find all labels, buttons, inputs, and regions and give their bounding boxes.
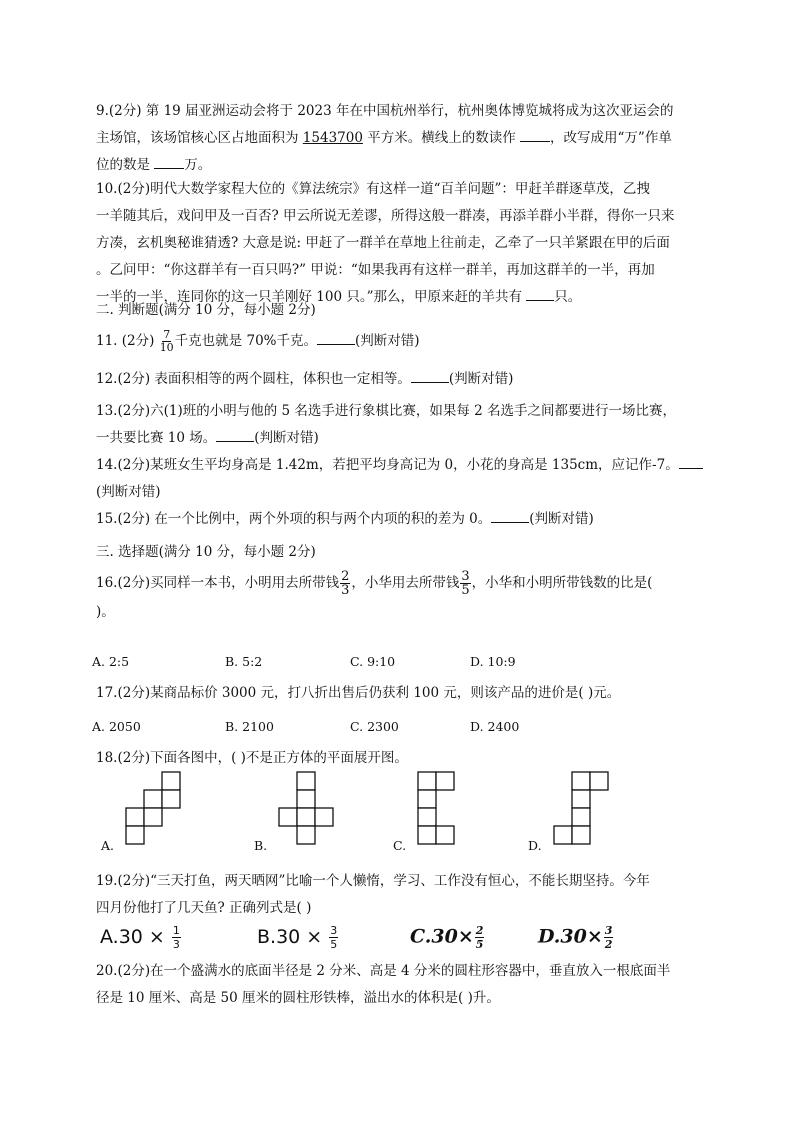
question-13 <box>96 398 706 452</box>
question-17 <box>96 680 706 707</box>
q9-text: ，改写成用“万”作单 <box>550 130 672 146</box>
option-label: B.30 × <box>257 926 323 948</box>
fraction <box>604 924 614 951</box>
answer-blank[interactable] <box>491 508 529 523</box>
q9-line2 <box>96 125 706 152</box>
section-heading: 三. 选择题(满分 10 分，每小题 2分) <box>96 544 316 560</box>
q9-text: 平方米。横线上的数读作 <box>362 130 521 146</box>
numerator: 1 <box>172 924 180 937</box>
net-label-a[interactable]: A. <box>101 838 115 853</box>
denominator: 2 <box>604 938 613 951</box>
fraction <box>460 570 470 597</box>
q9-number: 1543700 <box>302 130 363 146</box>
q16-text: ，小华和小明所带钱数的比是( <box>471 575 653 591</box>
q10-line: 。乙问甲：“你这群羊有一百只吗?” 甲说：“如果我再有这样一群羊，再加这群羊的一半，再加 <box>96 262 655 278</box>
denominator: 3 <box>172 938 180 951</box>
answer-blank[interactable] <box>526 286 554 301</box>
option-d[interactable]: D. 10:9 <box>470 654 516 669</box>
option-a[interactable] <box>100 924 182 951</box>
q12-text: 12.(2分) 表面积相等的两个圆柱，体积也一定相等。 <box>96 371 411 387</box>
option-a[interactable]: A. 2050 <box>92 719 141 734</box>
numerator: 3 <box>330 924 338 937</box>
fraction <box>329 924 338 951</box>
answer-blank[interactable] <box>216 427 254 442</box>
cube-net-a <box>120 770 190 850</box>
q11-text: 千克也就是 70%千克。 <box>174 333 317 349</box>
q9-line1: 9.(2分) 第 19 届亚洲运动会将于 2023 年在中国杭州举行，杭州奥体博览城将成为这次亚运会的 <box>96 103 674 119</box>
q12-suffix: (判断对错) <box>448 371 514 387</box>
option-d[interactable]: D. 2400 <box>470 719 520 734</box>
fraction <box>160 329 174 354</box>
denominator: 5 <box>330 938 338 951</box>
q13-line <box>96 425 706 452</box>
net-label-c[interactable]: C. <box>393 838 407 853</box>
q19-line: 19.(2分)“三天打鱼，两天晒网”比喻一个人懒惰，学习、工作没有恒心，不能长期坚持。今年 <box>96 873 650 889</box>
numerator: 7 <box>163 328 171 341</box>
option-a[interactable]: A. 2:5 <box>92 654 130 669</box>
answer-blank[interactable] <box>520 127 550 142</box>
option-label: C.30× <box>410 925 474 948</box>
question-19 <box>96 868 706 922</box>
q20-line: 径是 10 厘米、高是 50 厘米的圆柱形铁棒，溢出水的体积是( )升。 <box>96 990 500 1006</box>
question-12 <box>96 366 706 393</box>
question-11 <box>96 328 706 355</box>
q16-line: )。 <box>96 604 115 620</box>
fraction <box>340 570 350 597</box>
question-14 <box>96 452 706 506</box>
q11-number: 11. (2分) <box>96 333 159 349</box>
q14-line: (判断对错) <box>96 484 161 500</box>
question-18 <box>96 745 706 772</box>
q14-text: 14.(2分)某班女生平均身高是 1.42m，若把平均身高记为 0，小花的身高是 135cm，应记作-7。 <box>96 457 679 473</box>
section-heading: 二. 判断题(满分 10 分，每小题 2分) <box>96 302 316 318</box>
option-b[interactable]: B. 2100 <box>225 719 274 734</box>
option-label: A.30 × <box>100 926 165 948</box>
question-9 <box>96 98 706 179</box>
option-c[interactable] <box>410 924 485 951</box>
net-label-d[interactable]: D. <box>528 838 542 853</box>
fraction <box>172 924 181 951</box>
q9-text: 万。 <box>184 157 212 173</box>
q10-text: 一半的一半，连同你的这一只羊刚好 100 只。”那么，甲原来赶的羊共有 <box>96 289 527 305</box>
numerator: 2 <box>341 569 350 584</box>
q13-line: 13.(2分)六(1)班的小明与他的 5 名选手进行象棋比赛，如果每 2 名选手之间都要进行一场比赛， <box>96 403 677 419</box>
q19-options <box>100 922 660 956</box>
question-16 <box>96 570 706 626</box>
q9-line3 <box>96 152 706 179</box>
answer-blank[interactable] <box>679 454 703 469</box>
fraction <box>475 924 485 951</box>
option-c[interactable]: C. 9:10 <box>350 654 396 669</box>
q10-line: 方凑，玄机奥秘谁猜透? 大意是说: 甲赶了一群羊在草地上往前走，乙牵了一只羊紧跟在甲的后面 <box>96 235 670 251</box>
denominator: 10 <box>159 341 174 354</box>
question-10 <box>96 176 706 311</box>
cube-net-d <box>548 770 618 850</box>
q16-text: ，小华用去所带钱 <box>351 575 460 591</box>
denominator: 3 <box>341 583 350 598</box>
denominator: 5 <box>475 938 484 951</box>
q16-line <box>96 570 706 597</box>
cube-net-b <box>273 770 343 850</box>
answer-blank[interactable] <box>317 330 355 345</box>
cube-net-c <box>412 770 472 850</box>
q13-text: 一共要比赛 10 场。 <box>96 430 217 446</box>
option-d[interactable] <box>538 924 614 951</box>
numerator: 3 <box>604 924 613 937</box>
question-15 <box>96 506 706 533</box>
net-label-b[interactable]: B. <box>254 838 268 853</box>
q20-line: 20.(2分)在一个盛满水的底面半径是 2 分米、高是 4 分米的圆柱形容器中，垂直放入一根底面半 <box>96 963 671 979</box>
option-c[interactable]: C. 2300 <box>350 719 399 734</box>
q11-suffix: (判断对错) <box>354 333 420 349</box>
q19-line: 四月份他打了几天鱼? 正确列式是( ) <box>96 900 312 916</box>
numerator: 3 <box>461 569 470 584</box>
q15-text: 15.(2分) 在一个比例中，两个外项的积与两个内项的积的差为 0。 <box>96 511 492 527</box>
answer-blank[interactable] <box>411 368 449 383</box>
option-b[interactable] <box>257 924 339 951</box>
q17-text: 17.(2分)某商品标价 3000 元，打八折出售后仍获利 100 元，则该产品的进价是( )元。 <box>96 685 621 701</box>
q15-suffix: (判断对错) <box>529 511 594 527</box>
denominator: 5 <box>461 583 470 598</box>
numerator: 2 <box>475 924 484 937</box>
answer-blank[interactable] <box>154 154 184 169</box>
option-label: D.30× <box>538 925 603 948</box>
q10-text: 只。 <box>554 289 582 305</box>
q10-line: 10.(2分)明代大数学家程大位的《算法统宗》有这样一道“百羊问题”：甲赶羊群逐草茂，乙拽 <box>96 181 650 197</box>
option-b[interactable]: B. 5:2 <box>225 654 263 669</box>
q13-suffix: (判断对错) <box>254 430 319 446</box>
q9-text: 位的数是 <box>96 157 155 173</box>
question-20 <box>96 958 706 1012</box>
q10-line: 一羊随其后，戏问甲及一百否? 甲云所说无差谬，所得这般一群凑，再添羊群小半群，得你一只来 <box>96 208 675 224</box>
q14-line <box>96 452 706 479</box>
q16-text: 16.(2分)买同样一本书，小明用去所带钱 <box>96 575 340 591</box>
q18-text: 18.(2分)下面各图中，( )不是正方体的平面展开图。 <box>96 750 408 766</box>
q9-text: 主场馆，该场馆核心区占地面积为 <box>96 130 303 146</box>
